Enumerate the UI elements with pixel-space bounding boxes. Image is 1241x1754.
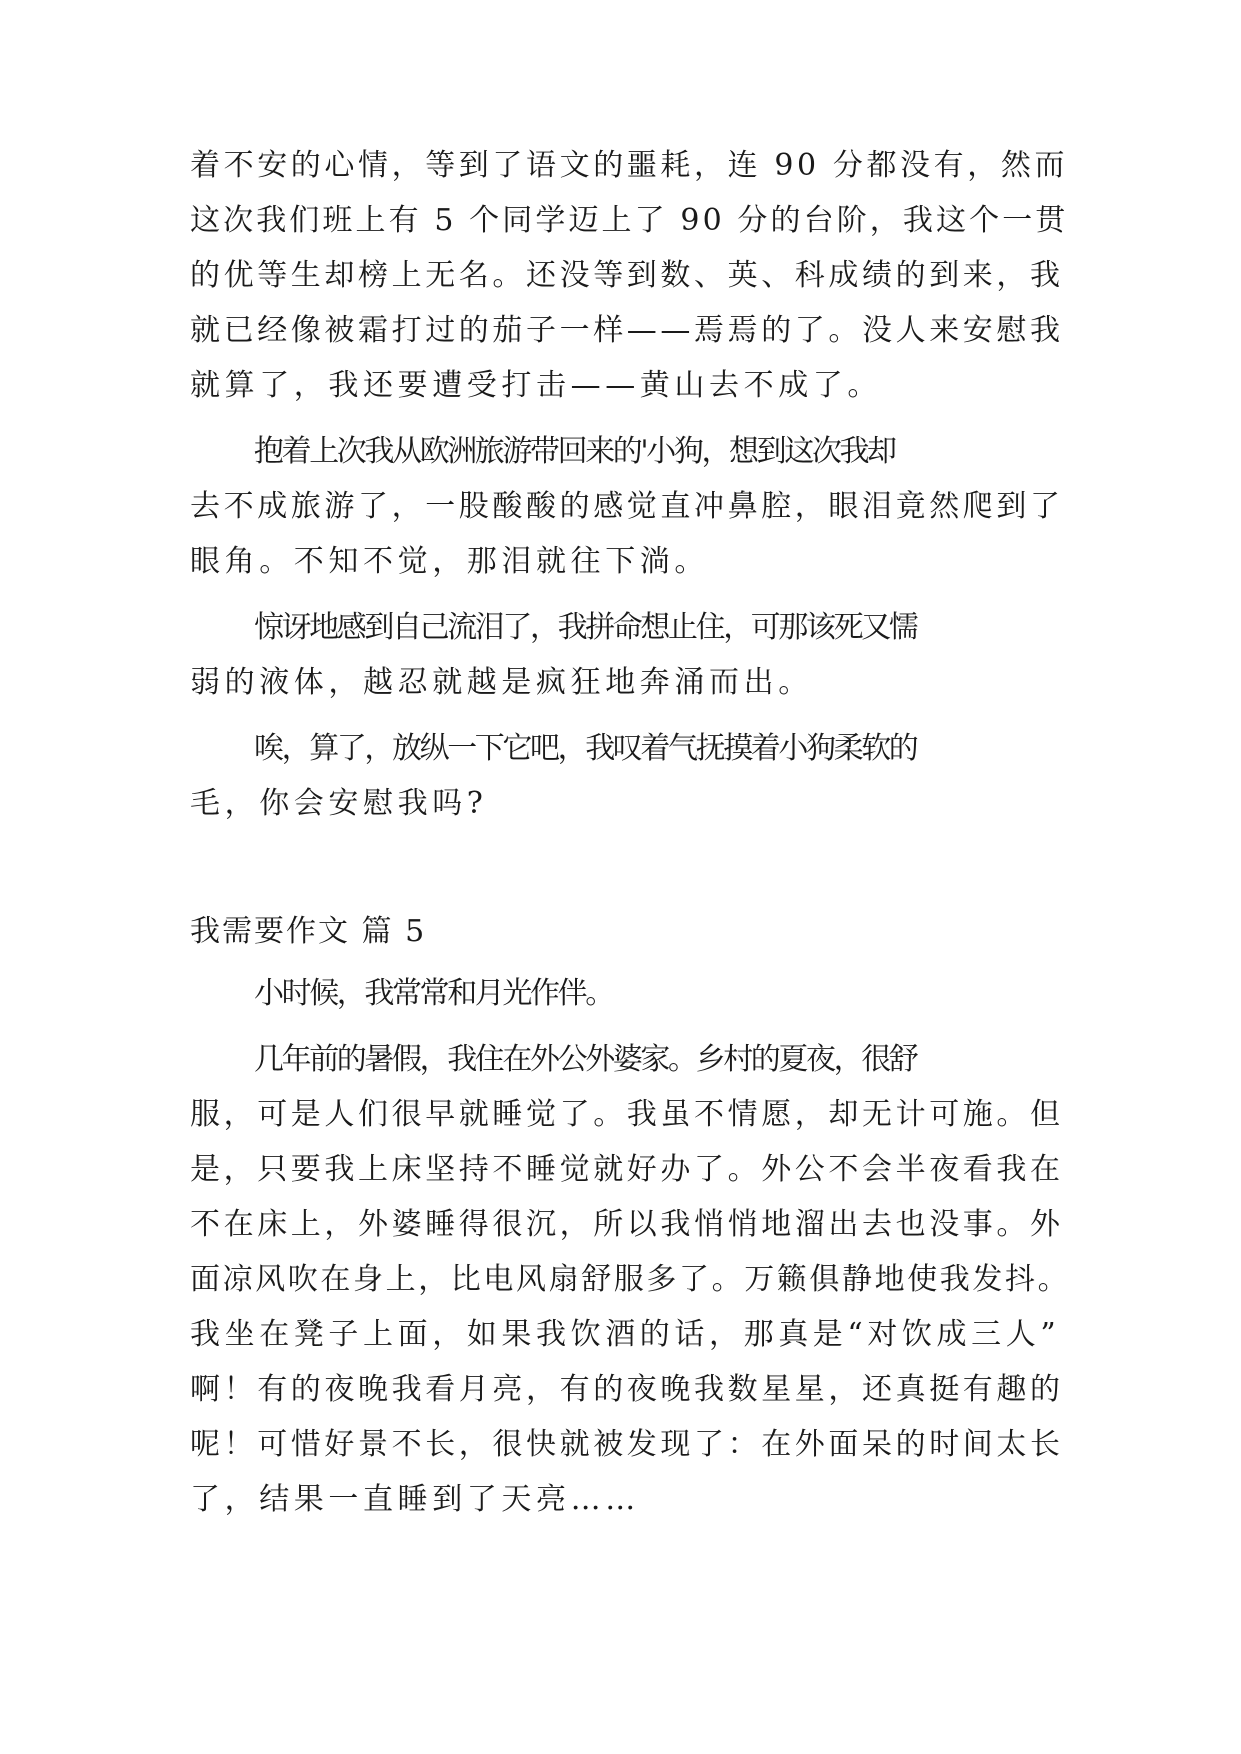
paragraph-line: 不在床上，外婆睡得很沉，所以我悄悄地溜出去也没事。外 bbox=[190, 1207, 1064, 1242]
paragraph-line: 了，结果一直睡到了天亮…… bbox=[190, 1482, 640, 1517]
paragraph-line: 抱着上次我从欧洲旅游带回来的'小狗，想到这次我却 bbox=[254, 434, 895, 469]
paragraph-line: 惊讶地感到自己流泪了，我拼命想止住，可那该死又懦 bbox=[254, 610, 917, 645]
paragraph-line: 这次我们班上有 5 个同学迈上了 90 分的台阶，我这个一贯 bbox=[190, 203, 1069, 238]
paragraph-line: 唉，算了，放纵一下它吧，我叹着气抚摸着小狗柔软的 bbox=[254, 731, 917, 766]
paragraph-line: 着不安的心情，等到了语文的噩耗，连 90 分都没有，然而 bbox=[190, 148, 1069, 183]
paragraph-line: 去不成旅游了，一股酸酸的感觉直冲鼻腔，眼泪竟然爬到了 bbox=[190, 489, 1064, 524]
paragraph-line: 是，只要我上床坚持不睡觉就好办了。外公不会半夜看我在 bbox=[190, 1152, 1064, 1187]
paragraph-line: 弱的液体，越忍就越是疯狂地奔涌而出。 bbox=[190, 665, 813, 700]
paragraph-line: 服，可是人们很早就睡觉了。我虽不情愿，却无计可施。但 bbox=[190, 1097, 1064, 1132]
paragraph-line: 几年前的暑假，我住在外公外婆家。乡村的夏夜，很舒 bbox=[254, 1042, 917, 1077]
paragraph-line: 的优等生却榜上无名。还没等到数、英、科成绩的到来，我 bbox=[190, 258, 1064, 293]
paragraph-line: 呢！可惜好景不长，很快就被发现了：在外面呆的时间太长 bbox=[190, 1427, 1064, 1462]
paragraph-line: 毛，你会安慰我吗? bbox=[190, 786, 488, 821]
paragraph-line: 眼角。不知不觉，那泪就往下淌。 bbox=[190, 544, 709, 579]
section-heading: 我需要作文 篇 5 bbox=[190, 914, 427, 949]
paragraph-line: 就算了，我还要遭受打击——黄山去不成了。 bbox=[190, 368, 882, 403]
paragraph-line: 我坐在凳子上面，如果我饮酒的话，那真是“对饮成三人” bbox=[190, 1317, 1061, 1352]
paragraph-line: 就已经像被霜打过的茄子一样——焉焉的了。没人来安慰我 bbox=[190, 313, 1064, 348]
paragraph-line: 小时候，我常常和月光作伴。 bbox=[254, 976, 613, 1011]
paragraph-line: 啊！有的夜晚我看月亮，有的夜晚我数星星，还真挺有趣的 bbox=[190, 1372, 1064, 1407]
paragraph-line: 面凉风吹在身上，比电风扇舒服多了。万籁俱静地使我发抖。 bbox=[190, 1262, 1071, 1297]
